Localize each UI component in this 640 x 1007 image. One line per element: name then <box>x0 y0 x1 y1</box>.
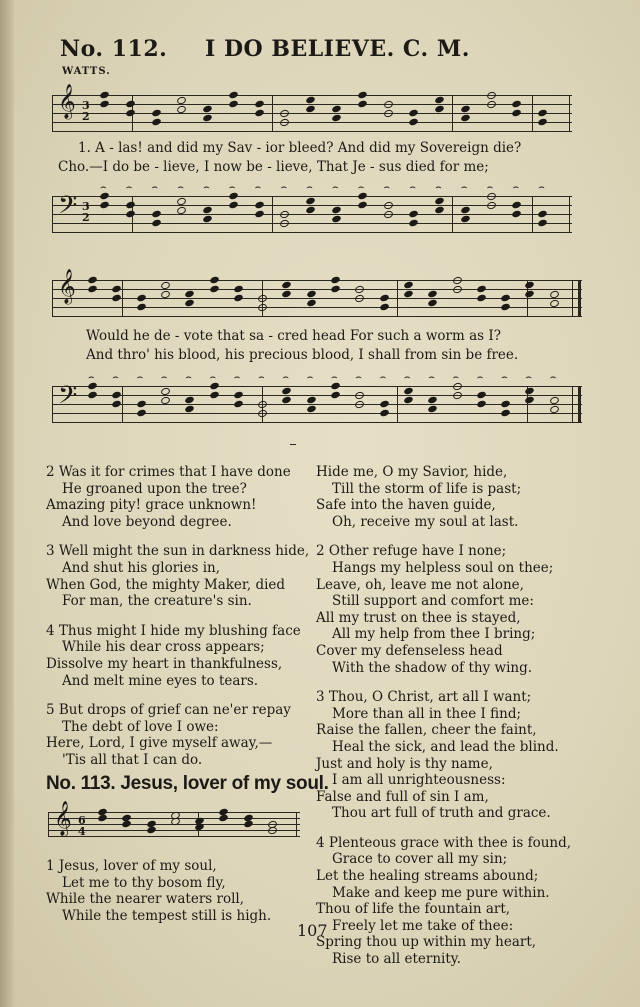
treble-clef-icon: 𝄞 <box>58 269 76 304</box>
verse-line: 5 But drops of grief can ne'er repay <box>46 702 291 719</box>
fermata-icon: ⌢ <box>125 182 133 193</box>
staff-treble-2 <box>52 269 582 316</box>
note-head <box>99 91 110 100</box>
verse-4 <box>316 835 571 968</box>
bar-line <box>532 95 533 132</box>
section-divider <box>290 444 296 445</box>
note-head <box>280 210 291 220</box>
fermata-icon: ⌢ <box>177 182 184 193</box>
note-head <box>184 289 195 298</box>
fermata-icon: ⌢ <box>486 182 494 193</box>
note-head <box>112 391 123 400</box>
note-head <box>486 192 497 202</box>
note-head <box>409 210 420 219</box>
verse-line: 2 Other refuge have I none; <box>316 543 507 560</box>
note-head <box>233 294 244 303</box>
fermata-icon: ⌢ <box>100 182 107 193</box>
fermata-icon: ⌢ <box>525 372 532 383</box>
note-head <box>151 118 162 127</box>
verse-line: Spring thou up within my heart, <box>316 934 537 951</box>
bar-line <box>572 280 573 317</box>
fermata-icon: ⌢ <box>549 372 557 383</box>
note-head <box>512 109 523 118</box>
note-head <box>209 285 220 294</box>
fermata-icon: ⌢ <box>355 372 362 383</box>
bar-line <box>569 95 570 132</box>
note-head <box>379 294 390 303</box>
note-head <box>403 289 414 298</box>
staff-line <box>52 223 572 224</box>
staff-bass-1 <box>52 182 572 232</box>
staff-line <box>52 122 572 123</box>
staff-hymn-113 <box>48 801 300 840</box>
hymn-112-number: No. 112. <box>60 36 168 62</box>
verse-line: Raise the fallen, cheer the faint, <box>316 722 537 739</box>
note-head <box>357 201 368 210</box>
bar-line <box>569 196 570 233</box>
verse-line: 2 Was it for crimes that I have done <box>46 464 291 480</box>
verse-line: I am all unrighteousness: <box>332 772 506 789</box>
fermata-icon: ⌢ <box>452 372 460 383</box>
hymn-113-right-column <box>316 464 571 968</box>
verse-line: He groaned upon the tree? <box>62 480 247 497</box>
verse-line: Hangs my helpless soul on thee; <box>332 559 554 576</box>
note-head <box>434 205 445 214</box>
fermata-icon: ⌢ <box>203 182 210 193</box>
hymn-112-author: WATTS. <box>62 66 111 77</box>
note-head <box>233 285 244 294</box>
verse-line: All my trust on thee is stayed, <box>316 609 521 626</box>
fermata-icon: ⌢ <box>435 182 442 193</box>
verse-line: Make and keep me pure within. <box>332 884 550 901</box>
note-head <box>87 276 98 285</box>
note-head <box>136 303 147 312</box>
fermata-icon: ⌢ <box>409 182 416 193</box>
verse-line: While the nearer waters roll, <box>46 891 245 908</box>
verse-line: While his dear cross appears; <box>62 639 265 656</box>
lyrics-row1-chorus: Cho.—I do be - lieve, I now be - lieve, That Je - sus died for me; <box>58 159 489 175</box>
note-head <box>257 400 268 410</box>
note-head <box>228 100 239 109</box>
note-head <box>460 113 471 122</box>
page-binding-edge <box>0 0 14 1007</box>
bar-line <box>397 280 398 317</box>
note-head <box>254 100 265 109</box>
note-head <box>202 214 213 223</box>
fermata-icon: ⌢ <box>306 182 313 193</box>
staff-bass-2 <box>52 372 582 422</box>
hymn-113-heading: No. 113. Jesus, lover of my soul. <box>46 773 329 794</box>
fermata-icon: ⌢ <box>428 372 435 383</box>
note-head <box>99 201 110 210</box>
note-head <box>209 391 220 400</box>
verse-line: Safe into the haven guide, <box>316 497 496 514</box>
bar-line <box>452 196 453 233</box>
bar-line <box>122 280 123 317</box>
bar-line <box>578 280 581 317</box>
verse-line: False and full of sin I am, <box>316 788 489 805</box>
verse-line: While the tempest still is high. <box>62 907 272 924</box>
lyrics-row2-chorus: And thro' his blood, his precious blood, I shall from sin be free. <box>86 347 519 363</box>
note-head <box>452 276 463 286</box>
bar-line <box>122 386 123 423</box>
note-head <box>306 395 317 404</box>
staff-treble-1 <box>52 84 572 131</box>
note-head <box>354 294 365 304</box>
treble-clef-icon: 𝄞 <box>54 801 72 836</box>
fermata-icon: ⌢ <box>282 372 289 383</box>
note-head <box>254 201 265 210</box>
fermata-icon: ⌢ <box>476 372 484 383</box>
verse-line: Here, Lord, I give myself away,— <box>46 735 273 752</box>
fermata-icon: ⌢ <box>160 372 168 383</box>
verse-line: Till the storm of life is past; <box>332 480 522 497</box>
verse-line: All my help from thee I bring; <box>332 626 536 643</box>
note-head <box>512 210 523 219</box>
note-head <box>202 205 213 214</box>
note-head <box>460 104 471 113</box>
verse-line: More than all in thee I find; <box>332 705 522 722</box>
verse-1-continued <box>316 464 571 530</box>
note-head <box>403 280 414 289</box>
note-head <box>537 109 548 118</box>
note-head <box>330 285 341 294</box>
note-head <box>125 210 136 219</box>
bass-clef-icon: 𝄢 <box>58 191 78 226</box>
bar-line <box>578 386 581 423</box>
note-head <box>486 91 497 101</box>
hymn-113-verse-1 <box>46 858 271 924</box>
note-head <box>282 395 293 404</box>
note-head <box>512 100 523 109</box>
note-head <box>254 210 265 219</box>
fermata-icon: ⌢ <box>306 372 314 383</box>
fermata-icon: ⌢ <box>332 182 339 193</box>
fermata-icon: ⌢ <box>233 372 241 383</box>
bar-line <box>52 196 53 233</box>
note-head <box>331 113 342 122</box>
note-head <box>379 409 390 418</box>
verse-line: Thou of life the fountain art, <box>316 901 511 918</box>
note-head <box>257 409 268 419</box>
note-head <box>409 109 420 118</box>
verse-line: When God, the mighty Maker, died <box>46 576 286 593</box>
bar-line <box>52 95 53 132</box>
verse-line: Still support and comfort me: <box>332 593 534 610</box>
bar-line <box>452 95 453 132</box>
note-head <box>354 285 365 295</box>
bar-line <box>272 196 273 233</box>
lyrics-row1-verse: 1. A - las! and did my Sav - ior bleed? And did my Sovereign die? <box>78 140 522 156</box>
note-head <box>500 400 511 409</box>
staff-line <box>52 289 582 290</box>
fermata-icon: ⌢ <box>136 372 144 383</box>
verse-2 <box>46 464 309 530</box>
note-head <box>460 205 471 214</box>
note-head <box>476 400 487 409</box>
note-head <box>460 214 471 223</box>
note-head <box>537 219 548 228</box>
note-head <box>151 109 162 118</box>
fermata-icon: ⌢ <box>357 182 365 193</box>
note-head <box>184 298 195 307</box>
fermata-icon: ⌢ <box>383 182 391 193</box>
note-head <box>500 303 511 312</box>
note-head <box>305 205 316 214</box>
note-head <box>512 201 523 210</box>
note-head <box>280 219 291 229</box>
note-head <box>434 95 445 104</box>
note-head <box>383 201 394 211</box>
note-head <box>125 100 136 109</box>
verse-line: 'Tis all that I can do. <box>62 751 203 768</box>
verse-line: The debt of love I owe: <box>62 718 219 735</box>
bar-line <box>532 196 533 233</box>
verse-line: Cover my defenseless head <box>316 642 503 659</box>
note-head <box>403 386 414 395</box>
staff-line <box>52 422 582 423</box>
staff-line <box>52 232 572 233</box>
note-head <box>452 382 463 392</box>
note-head <box>228 91 239 100</box>
note-head <box>537 118 548 127</box>
fermata-icon: ⌢ <box>538 182 545 193</box>
staff-line <box>52 386 582 387</box>
note-head <box>357 100 368 109</box>
note-head <box>184 404 195 413</box>
note-head <box>434 196 445 205</box>
fermata-icon: ⌢ <box>185 372 192 383</box>
note-head <box>282 280 293 289</box>
note-head <box>233 400 244 409</box>
verse-line: Let the healing streams abound; <box>316 868 539 885</box>
note-head <box>331 104 342 113</box>
note-head <box>427 298 438 307</box>
note-head <box>87 391 98 400</box>
bar-line <box>272 95 273 132</box>
verse-line: Leave, oh, leave me not alone, <box>316 576 524 593</box>
note-head <box>427 289 438 298</box>
hymn-112-verses <box>46 464 309 769</box>
note-head <box>280 118 291 128</box>
note-head <box>254 109 265 118</box>
verse-line: Thou art full of truth and grace. <box>332 805 551 822</box>
treble-clef-icon: 𝄞 <box>58 84 76 119</box>
fermata-icon: ⌢ <box>501 372 508 383</box>
note-head <box>306 289 317 298</box>
verse-line: For man, the creature's sin. <box>62 593 252 610</box>
note-head <box>209 276 220 285</box>
note-head <box>383 210 394 220</box>
note-head <box>99 100 110 109</box>
note-head <box>125 201 136 210</box>
verse-5 <box>46 702 309 768</box>
note-head <box>434 104 445 113</box>
note-head <box>379 303 390 312</box>
fermata-icon: ⌢ <box>280 182 288 193</box>
note-head <box>354 391 365 401</box>
verse-4 <box>46 623 309 689</box>
bar-line <box>48 812 49 837</box>
verse-3 <box>46 543 309 609</box>
note-head <box>228 201 239 210</box>
note-head <box>280 109 291 119</box>
note-head <box>427 395 438 404</box>
verse-line: And melt mine eyes to tears. <box>62 672 259 689</box>
note-head <box>486 100 497 110</box>
verse-line: 3 Well might the sun in darkness hide, <box>46 543 310 560</box>
note-head <box>383 100 394 110</box>
verse-line: 1 Jesus, lover of my soul, <box>46 858 217 874</box>
note-head <box>233 391 244 400</box>
note-head <box>409 219 420 228</box>
hymn-112-title: I DO BELIEVE. C. M. <box>205 36 470 62</box>
fermata-icon: ⌢ <box>331 372 338 383</box>
fermata-icon: ⌢ <box>254 182 262 193</box>
note-head <box>383 109 394 119</box>
note-head <box>306 298 317 307</box>
note-head <box>452 391 463 401</box>
verse-line: 3 Thou, O Christ, art all I want; <box>316 689 532 706</box>
verse-line: Just and holy is thy name, <box>316 755 493 772</box>
lyrics-row2-verse: Would he de - vote that sa - cred head For such a worm as I? <box>86 328 501 344</box>
page-number: 107 <box>297 921 328 940</box>
note-head <box>151 219 162 228</box>
note-head <box>357 91 368 100</box>
time-signature: 6 4 <box>78 814 86 838</box>
note-head <box>331 205 342 214</box>
note-head <box>476 294 487 303</box>
note-head <box>202 104 213 113</box>
note-head <box>136 400 147 409</box>
note-head <box>257 303 268 313</box>
fermata-icon: ⌢ <box>379 372 387 383</box>
note-head <box>379 400 390 409</box>
note-head <box>112 285 123 294</box>
note-head <box>184 395 195 404</box>
note-head <box>257 294 268 304</box>
verse-line: And shut his glories in, <box>62 559 221 576</box>
note-head <box>354 400 365 410</box>
note-head <box>476 391 487 400</box>
fermata-icon: ⌢ <box>460 182 468 193</box>
fermata-icon: ⌢ <box>258 372 265 383</box>
staff-line <box>52 395 582 396</box>
note-head <box>305 196 316 205</box>
note-head <box>121 820 132 829</box>
note-head <box>500 409 511 418</box>
note-head <box>112 400 123 409</box>
note-head <box>409 118 420 127</box>
bar-line <box>52 280 53 317</box>
verse-line: Let me to thy bosom fly, <box>62 874 226 891</box>
note-head <box>537 210 548 219</box>
verse-line: And love beyond degree. <box>62 513 232 530</box>
note-head <box>151 210 162 219</box>
note-head <box>330 391 341 400</box>
time-signature: 3 2 <box>82 199 90 224</box>
note-head <box>305 95 316 104</box>
note-head <box>112 294 123 303</box>
verse-line: Amazing pity! grace unknown! <box>46 497 257 514</box>
verse-line: Rise to all eternity. <box>332 951 461 968</box>
verse-line: Hide me, O my Savior, hide, <box>316 464 508 480</box>
note-head <box>218 814 229 823</box>
verse-2 <box>316 543 571 676</box>
note-head <box>330 276 341 285</box>
note-head <box>476 285 487 294</box>
staff-line <box>52 316 582 317</box>
note-head <box>500 294 511 303</box>
note-head <box>403 395 414 404</box>
fermata-icon: ⌢ <box>112 372 119 383</box>
verse-line: 4 Plenteous grace with thee is found, <box>316 834 572 851</box>
note-head <box>427 404 438 413</box>
verse-line: Freely let me take of thee: <box>332 917 514 934</box>
verse-line: Heal the sick, and lead the blind. <box>332 738 559 755</box>
verse-line: With the shadow of thy wing. <box>332 659 533 676</box>
verse-line: Oh, receive my soul at last. <box>332 513 519 530</box>
note-head <box>136 409 147 418</box>
note-head <box>125 109 136 118</box>
verse-line: 4 Thus might I hide my blushing face <box>46 622 301 639</box>
note-head <box>282 289 293 298</box>
bar-line <box>296 812 297 837</box>
fermata-icon: ⌢ <box>88 372 95 383</box>
staff-line <box>52 131 572 132</box>
fermata-icon: ⌢ <box>151 182 159 193</box>
note-head <box>136 294 147 303</box>
fermata-icon: ⌢ <box>209 372 217 383</box>
note-head <box>331 214 342 223</box>
note-head <box>282 386 293 395</box>
note-head <box>486 201 497 211</box>
verse-3 <box>316 689 571 822</box>
note-head <box>202 113 213 122</box>
fermata-icon: ⌢ <box>512 182 520 193</box>
staff-line <box>52 280 582 281</box>
time-signature: 3 2 <box>82 98 90 123</box>
bar-line <box>572 386 573 423</box>
bar-line <box>397 386 398 423</box>
note-head <box>306 404 317 413</box>
note-head <box>452 285 463 295</box>
note-head <box>87 285 98 294</box>
verse-line: Dissolve my heart in thankfulness, <box>46 655 283 672</box>
bar-line <box>52 386 53 423</box>
fermata-icon: ⌢ <box>228 182 236 193</box>
verse-line: Grace to cover all my sin; <box>332 851 508 868</box>
note-head <box>305 104 316 113</box>
fermata-icon: ⌢ <box>403 372 411 383</box>
bass-clef-icon: 𝄢 <box>58 381 78 416</box>
